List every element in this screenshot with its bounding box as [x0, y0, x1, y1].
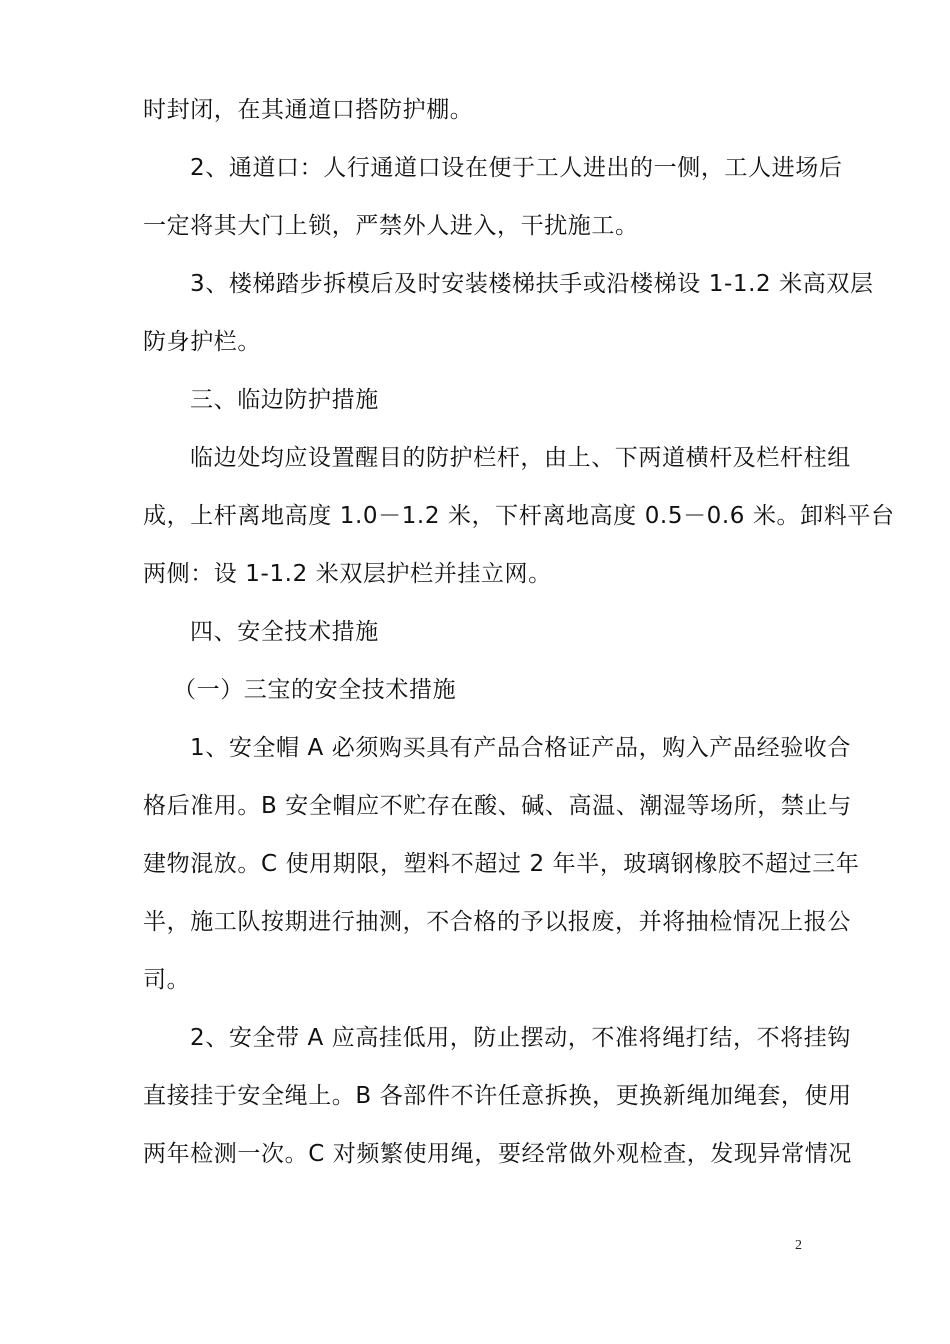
text-line: 格后准用。B 安全帽应不贮存在酸、碱、高温、潮湿等场所，禁止与 [143, 793, 852, 819]
text-line: 两年检测一次。C 对频繁使用绳，要经常做外观检查，发现异常情况 [143, 1141, 852, 1167]
page-number: 2 [795, 1238, 802, 1253]
text-line: 防身护栏。 [143, 329, 261, 355]
text-line: 司。 [143, 967, 191, 993]
text-line: 2、安全带 A 应高挂低用，防止摆动，不准将绳打结，不将挂钩 [190, 1025, 851, 1051]
text-line: 一定将其大门上锁，严禁外人进入，干扰施工。 [143, 213, 639, 239]
text-line: 临边处均应设置醒目的防护栏杆，由上、下两道横杆及栏杆柱组 [190, 445, 851, 471]
text-line: 1、安全帽 A 必须购买具有产品合格证产品，购入产品经验收合 [190, 735, 851, 761]
section-heading: 三、临边防护措施 [190, 387, 379, 413]
text-line: 成，上杆离地高度 1.0－1.2 米，下杆离地高度 0.5－0.6 米。卸料平台 [143, 503, 895, 529]
text-line: 两侧：设 1-1.2 米双层护栏并挂立网。 [143, 561, 552, 587]
text-line: 半，施工队按期进行抽测，不合格的予以报废，并将抽检情况上报公 [143, 909, 851, 935]
text-line: 建物混放。C 使用期限，塑料不超过 2 年半，玻璃钢橡胶不超过三年 [143, 851, 860, 877]
text-line: 时封闭，在其通道口搭防护棚。 [143, 97, 474, 123]
text-line: 3、楼梯踏步拆模后及时安装楼梯扶手或沿楼梯设 1-1.2 米高双层 [190, 271, 874, 297]
text-line: 直接挂于安全绳上。B 各部件不许任意拆换，更换新绳加绳套，使用 [143, 1083, 852, 1109]
subsection-heading: （一）三宝的安全技术措施 [173, 677, 457, 703]
text-line: 2、通道口：人行通道口设在便于工人进出的一侧，工人进场后 [190, 155, 843, 181]
section-heading: 四、安全技术措施 [190, 619, 379, 645]
